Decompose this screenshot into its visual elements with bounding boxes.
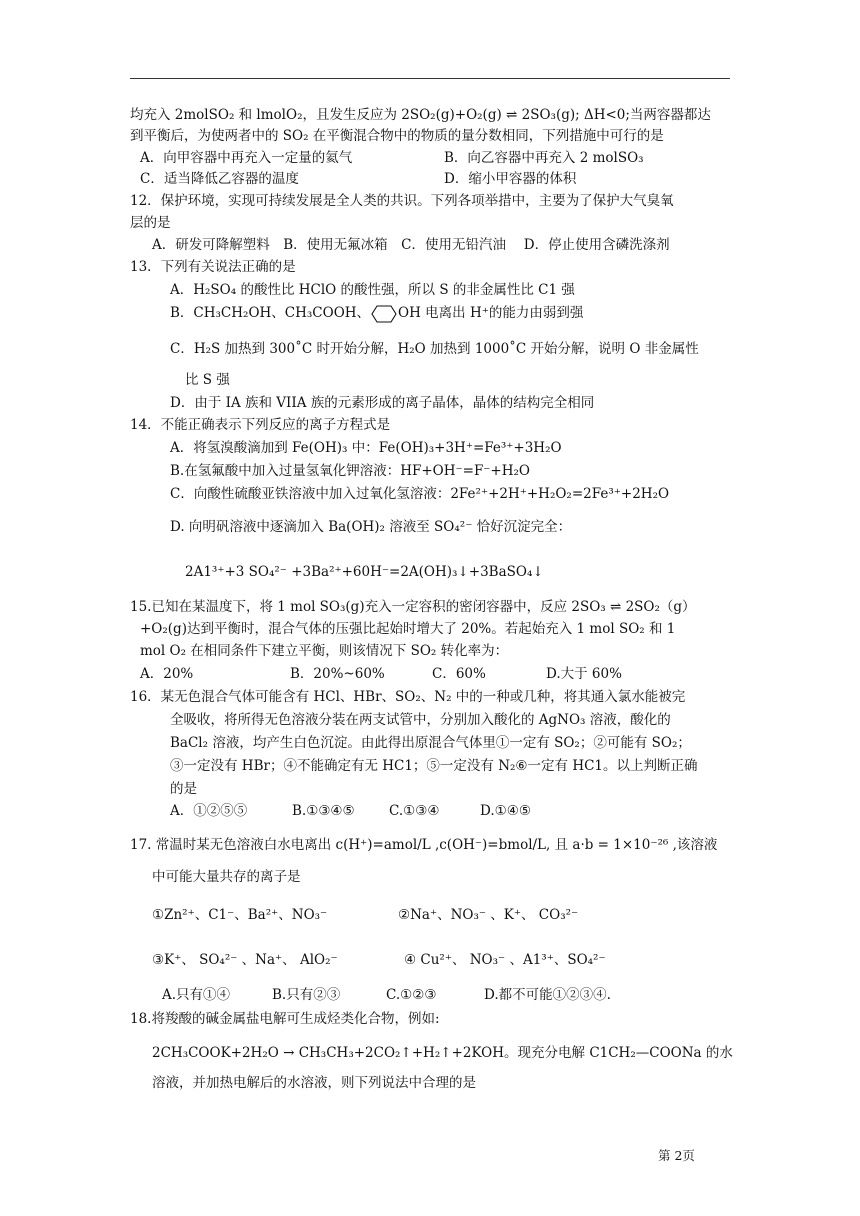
text-line: 到平衡后，为使两者中的 SO₂ 在平衡混合物中的物质的量分数相同，下列措施中可行的是 <box>130 128 664 144</box>
option-a: A．20% <box>140 666 194 682</box>
option-a: A．①②⑤⑤ <box>170 803 248 819</box>
option-d: D．由于 IA 族和 VIIA 族的元素形成的离子晶体，晶体的结构完全相同 <box>170 395 595 411</box>
benzene-ring-icon <box>371 305 397 323</box>
question-16: 16．某无色混合气体可能含有 HCl、HBr、SO₂、N₂ 中的一种或几种，将其通入氯水能被完 <box>130 689 686 705</box>
text-line: 比 S 强 <box>185 372 230 388</box>
option-c: C．向酸性硫酸亚铁溶液中加入过氧化氢溶液：2Fe²⁺+2H⁺+H₂O₂=2Fe³⁺+2H₂O <box>170 486 670 502</box>
question-14: 14．不能正确表示下列反应的离子方程式是 <box>130 417 391 433</box>
equation: 2CH₃COOK+2H₂O → CH₃CH₃+2CO₂↑+H₂↑+2KOH。现充分电解 C1CH₂—COONa 的水 <box>152 1045 733 1061</box>
text-line: +O₂(g)达到平衡时，混合气体的压强比起始时增大了 20%。若起始充入 1 mol SO₂ 和 1 <box>140 621 676 637</box>
text-line: 层的是 <box>130 215 171 231</box>
option-b <box>170 304 583 323</box>
option-c: C.①③④ <box>389 803 440 819</box>
option-a: A.只有①④ <box>162 987 231 1003</box>
ion-set-2: ②Na⁺、NO₃⁻ 、K⁺、 CO₃²⁻ <box>398 907 579 923</box>
q12-options: A．研发可降解塑料 B．使用无氟冰箱 C．使用无铅汽油 D．停止使用含磷洗涤剂 <box>152 237 670 253</box>
text-line: 中可能大量共存的离子是 <box>152 869 301 885</box>
option-d: D.大于 60% <box>546 666 622 682</box>
option-c: C．H₂S 加热到 300˚C 时开始分解，H₂O 加热到 1000˚C 开始分解，说明 O 非金属性 <box>170 341 699 357</box>
text-line: 的是 <box>170 781 197 797</box>
text-line: 溶液，并加热电解后的水溶液，则下列说法中合理的是 <box>152 1075 476 1091</box>
option-a: A．向甲容器中再充入一定量的氦气 <box>140 150 353 166</box>
text-run: B．CH₃CH₂OH、CH₃COOH、 <box>170 305 371 321</box>
question-18: 18.将羧酸的碱金属盐电解可生成烃类化合物，例如: <box>130 1011 440 1027</box>
option-a: A．将氢溴酸滴加到 Fe(OH)₃ 中：Fe(OH)₃+3H⁺=Fe³⁺+3H₂O <box>170 440 562 456</box>
text-line: ③一定没有 HBr；④不能确定有无 HC1；⑤一定没有 N₂⑥一定有 HC1。以上判断正确 <box>170 758 698 774</box>
text-line: 均充入 2molSO₂ 和 lmolO₂，且发生反应为 2SO₂(g)+O₂(g) ⇌ 2SO₃(g); ΔH<0;当两容器都达 <box>130 107 711 123</box>
header-rule <box>130 78 730 79</box>
equation: 2A1³⁺+3 SO₄²⁻ +3Ba²⁺+60H⁻=2A(OH)₃↓+3BaSO₄↓ <box>185 564 544 580</box>
page-number: 第 2页 <box>658 1148 695 1163</box>
ion-set-4: ④ Cu²⁺、 NO₃⁻ 、A1³⁺、SO₄²⁻ <box>404 952 606 968</box>
option-d: D.都不可能①②③④. <box>484 987 611 1003</box>
text-line: mol O₂ 在相同条件下建立平衡，则该情况下 SO₂ 转化率为： <box>140 643 509 659</box>
text-line: BaCl₂ 溶液，均产生白色沉淀。由此得出原混合气体里①一定有 SO₂；②可能有 SO₂； <box>170 735 691 751</box>
option-b: B．20%~60% <box>290 666 385 682</box>
question-17: 17. 常温时某无色溶液白水电离出 c(H⁺)=amol/L ,c(OH⁻)=bmol/L, 且 a·b = 1×10⁻²⁶ ,该溶液 <box>130 837 718 853</box>
ion-set-1: ①Zn²⁺、C1⁻、Ba²⁺、NO₃⁻ <box>152 907 328 923</box>
option-b: B.①③④⑤ <box>292 803 355 819</box>
option-d: D. 向明矾溶液中逐滴加入 Ba(OH)₂ 溶液至 SO₄²⁻ 恰好沉淀完全： <box>170 519 572 535</box>
question-15: 15.已知在某温度下，将 1 mol SO₃(g)充入一定容积的密闭容器中，反应 2SO₃ ⇌ 2SO₂（g） <box>130 599 696 615</box>
option-c: C.①②③ <box>386 987 437 1003</box>
question-13: 13．下列有关说法正确的是 <box>130 259 296 275</box>
option-b: B．向乙容器中再充入 2 molSO₃ <box>444 150 644 166</box>
option-b: B.只有②③ <box>272 987 341 1003</box>
option-d: D.①④⑤ <box>480 803 531 819</box>
option-d: D．缩小甲容器的体积 <box>444 171 577 187</box>
option-c: C．适当降低乙容器的温度 <box>140 171 299 187</box>
ion-set-3: ③K⁺、 SO₄²⁻ 、Na⁺、 AlO₂⁻ <box>152 952 338 968</box>
option-c: C．60% <box>432 666 486 682</box>
question-12: 12．保护环境，实现可持续发展是全人类的共识。下列各项举措中，主要为了保护大气臭氧 <box>130 193 674 209</box>
option-b: B.在氢氟酸中加入过量氢氧化钾溶液：HF+OH⁻=F⁻+H₂O <box>170 463 530 479</box>
option-a: A．H₂SO₄ 的酸性比 HClO 的酸性强，所以 S 的非金属性比 C1 强 <box>170 282 575 298</box>
text-run: OH 电离出 H⁺的能力由弱到强 <box>398 305 584 321</box>
text-line: 全吸收，将所得无色溶液分装在两支试管中，分别加入酸化的 AgNO₃ 溶液，酸化的 <box>170 712 671 728</box>
